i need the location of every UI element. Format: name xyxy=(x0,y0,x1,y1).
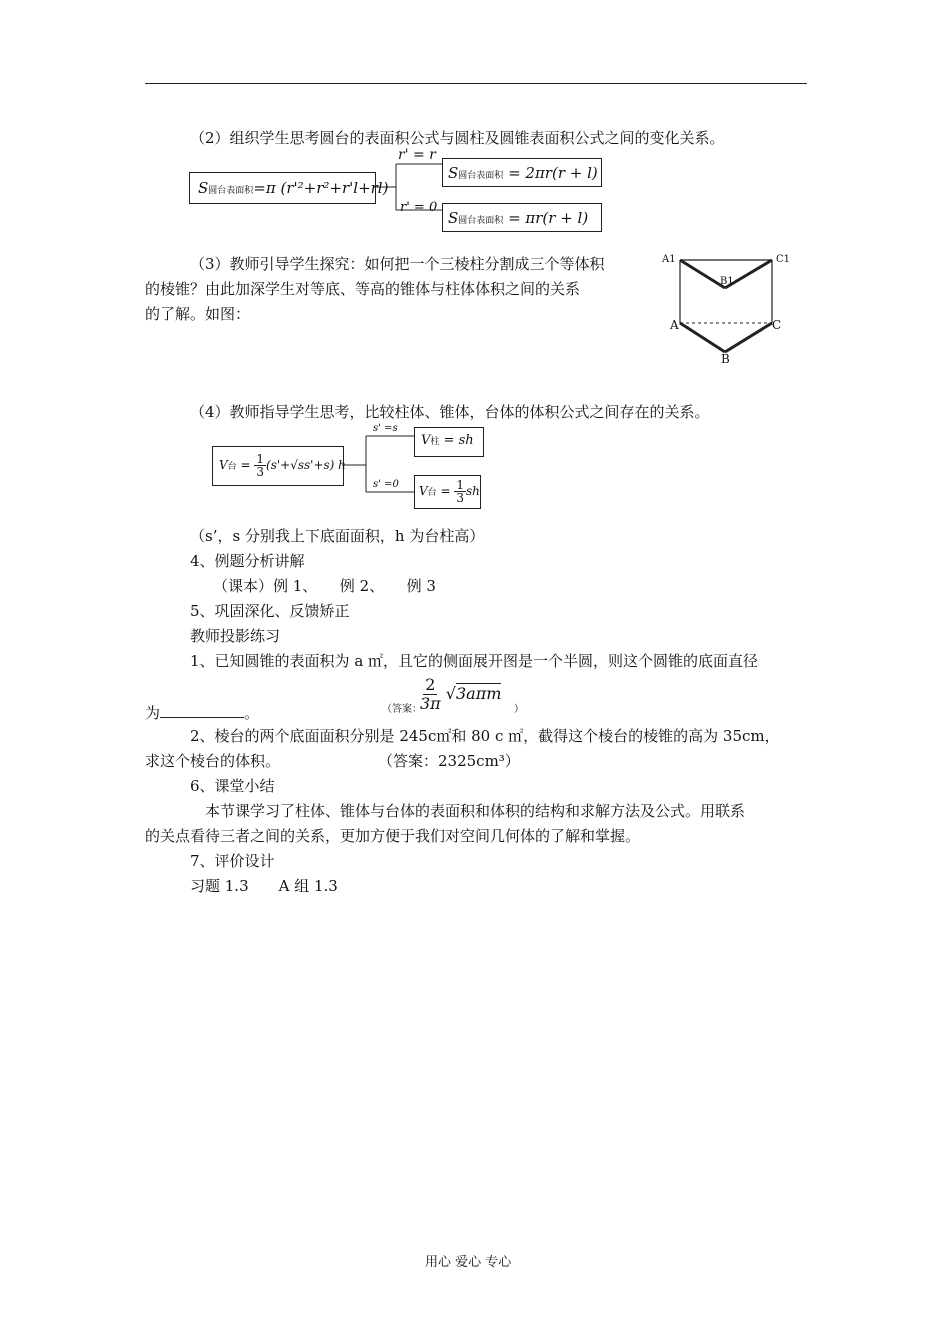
examples-list: （课本）例 1、 例 2、 例 3 xyxy=(213,577,436,595)
vertex-c: C xyxy=(772,318,782,332)
paragraph-3-line1: （3）教师引导学生探究：如何把一个三棱柱分割成三个等体积 xyxy=(190,255,605,273)
vertex-b: B xyxy=(721,352,730,366)
cone-area-box: S圆台表面积 = πr(r + l) xyxy=(442,203,602,232)
vertex-c1: C1 xyxy=(776,254,791,265)
practice-label: 教师投影练习 xyxy=(190,627,281,645)
area-bottom-condition: r' = 0 xyxy=(400,200,438,215)
vertex-a1: A1 xyxy=(662,254,676,265)
section-7-heading: 7、评价设计 xyxy=(190,852,275,870)
vertex-a: A xyxy=(670,318,679,332)
exercise-reference: 习题 1.3 A 组 1.3 xyxy=(190,877,338,895)
paragraph-3-line2: 的棱锥？由此加深学生对等底、等高的锥体与柱体体积之间的关系 xyxy=(145,280,581,298)
vertex-b1: B1 xyxy=(720,276,734,287)
question-1-answer-formula: $\frac{2}{3\pi}$ √3aπm xyxy=(420,675,502,713)
header-rule xyxy=(145,83,807,84)
question-1-line1: 1、已知圆锥的表面积为 a ㎡，且它的侧面展开图是一个半圆，则这个圆锥的底面直径 xyxy=(190,652,759,670)
section-6-heading: 6、课堂小结 xyxy=(190,777,275,795)
question-1-answer-label: （答案： xyxy=(382,704,422,715)
summary-line1: 本节课学习了柱体、锥体与台体的表面积和体积的结构和求解方法及公式。用联系 xyxy=(205,802,746,820)
variables-note: （s’，s 分别我上下底面面积，h 为台柱高） xyxy=(190,527,485,545)
question-2-answer: （答案：2325cm³） xyxy=(378,752,520,770)
question-2-line2: 求这个棱台的体积。 xyxy=(145,752,281,770)
answer-blank xyxy=(160,703,244,718)
frustum-area-label: 圆台表面积 xyxy=(208,186,254,196)
paragraph-2: （2）组织学生思考圆台的表面积公式与圆柱及圆锥表面积公式之间的变化关系。 xyxy=(190,129,725,147)
question-2-line1: 2、棱台的两个底面面积分别是 245c㎡和 80 c ㎡，截得这个棱台的棱锥的高为 35cm， xyxy=(190,727,780,745)
area-top-condition: r' = r xyxy=(398,147,436,163)
volume-top-condition: s' =s xyxy=(373,423,398,434)
frustum-volume-box: V台 = $\frac{1}{3}$ (s'+√ss'+s) h xyxy=(212,446,344,486)
cylinder-area-box: S圆台表面积 = 2πr(r + l) xyxy=(442,158,602,187)
frustum-area-box: S圆台表面积=π (r'²+r²+r'l+rl) xyxy=(189,172,376,204)
pyramid-volume-box: V台 = $\frac{1}{3}$ sh xyxy=(414,475,481,509)
question-1-answer-close: ） xyxy=(514,704,524,715)
section-4-heading: 4、例题分析讲解 xyxy=(190,552,305,570)
prism-volume-box: V柱 = sh xyxy=(414,427,484,457)
paragraph-3-line3: 的了解。如图： xyxy=(145,305,251,323)
page-footer: 用心 爱心 专心 xyxy=(425,1255,512,1270)
paragraph-4: （4）教师指导学生思考，比较柱体、锥体，台体的体积公式之间存在的关系。 xyxy=(190,403,710,421)
prism-drawing xyxy=(660,250,800,370)
question-1-line2: 为 。 xyxy=(145,704,260,722)
volume-bottom-condition: s' =0 xyxy=(373,479,399,490)
summary-line2: 的关点看待三者之间的关系，更加方便于我们对空间几何体的了解和掌握。 xyxy=(145,827,641,845)
section-5-heading: 5、巩固深化、反馈矫正 xyxy=(190,602,350,620)
